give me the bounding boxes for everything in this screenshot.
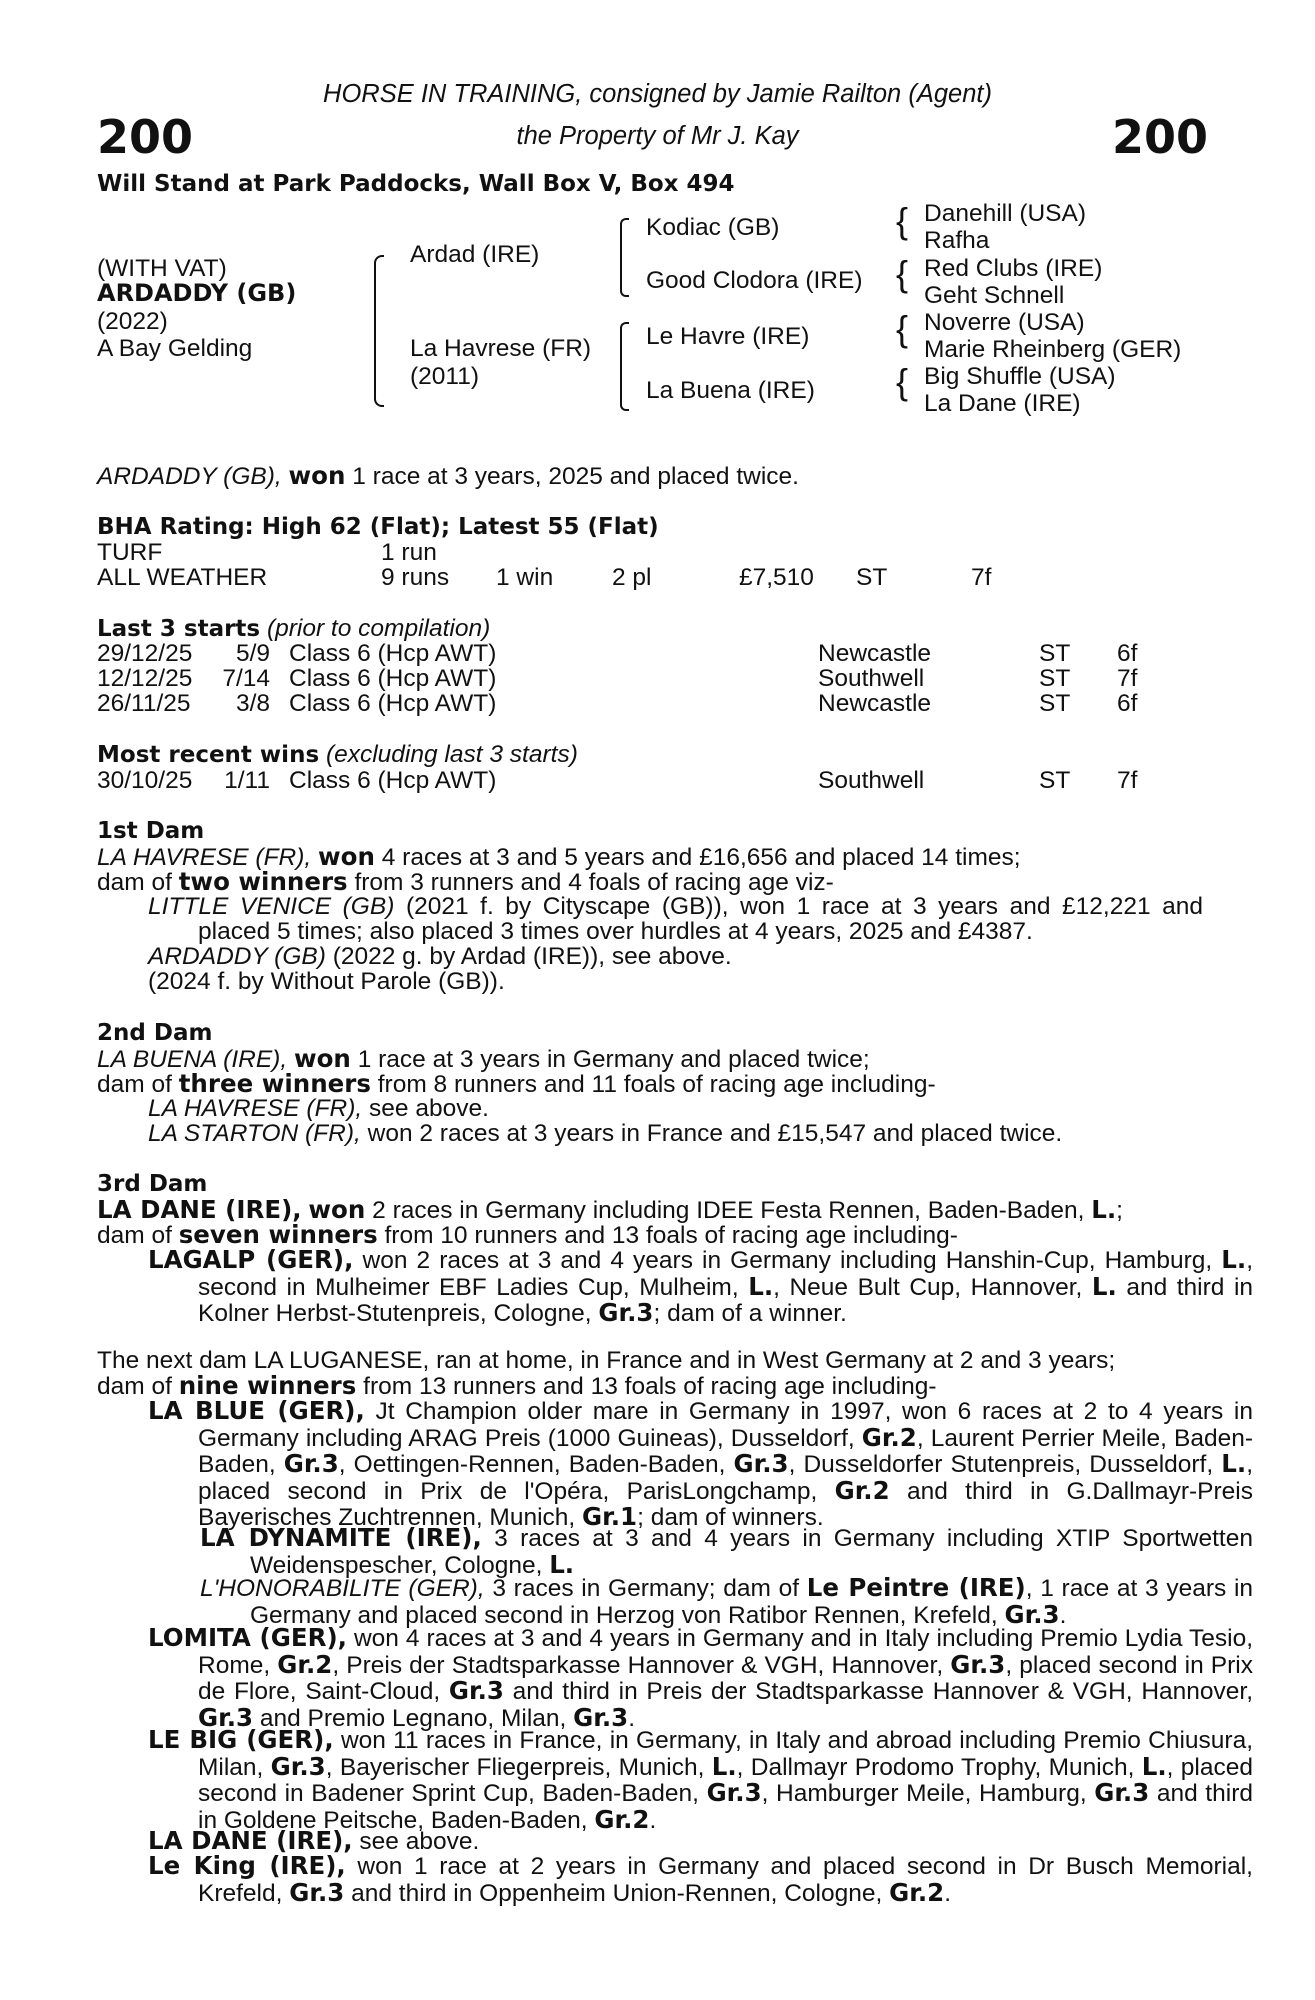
group-badge: Gr.2 xyxy=(889,1877,945,1907)
dam1-line2 xyxy=(97,869,834,896)
dam2-line3 xyxy=(148,1096,489,1122)
dam2-winners: three winners xyxy=(178,1069,371,1098)
lagalp-text: won 2 races at 3 and 4 years in Germany including Hanshin-Cup, Hamburg, xyxy=(362,1247,1213,1274)
la-dynamite-name: LA DYNAMITE (IRE), xyxy=(200,1523,482,1552)
summary-text: 1 race at 3 years, 2025 and placed twice. xyxy=(352,463,799,490)
dam1-line5 xyxy=(148,944,732,970)
vat-note: (WITH VAT) xyxy=(97,255,227,282)
le-big-entry xyxy=(148,1727,1253,1833)
little-venice-record: (2021 f. by Cityscape (GB)), won 1 race at 3 years and £12,221 and xyxy=(405,893,1203,920)
recent-wins-heading xyxy=(97,742,578,769)
lagalp-text: , Neue Bult Cup, Hannover, xyxy=(773,1273,1083,1301)
dam2-line2 xyxy=(97,1071,936,1098)
little-venice-name: LITTLE VENICE (GB) xyxy=(148,893,395,920)
lhonorabilite-text: , 1 race at 3 years in Germany and placed second in Herzog von Ratibor Rennen, Krefeld, xyxy=(250,1575,1254,1629)
la-blue-text: , Laurent Perrier Meile, Baden-Baden, xyxy=(198,1424,1253,1478)
start-class: Class 6 (Hcp AWT) xyxy=(289,690,497,717)
lomita-text: and Premio Legnano, Milan, xyxy=(259,1704,567,1732)
dam-parents-brace xyxy=(620,322,629,411)
start-position: 5/9 xyxy=(235,640,270,667)
le-king-text: won 1 race at 2 years in Germany and placed second in Dr Busch Memorial, Krefeld, xyxy=(198,1853,1253,1907)
le-king-name: Le King (IRE), xyxy=(148,1851,346,1880)
listed-badge: L. xyxy=(1091,1195,1117,1224)
dam3-record: 2 races in Germany including IDEE Festa Rennen, Baden-Baden, xyxy=(372,1197,1085,1224)
listed-badge: L. xyxy=(748,1271,774,1301)
start-date: 29/12/25 xyxy=(97,640,193,667)
horse-description: A Bay Gelding xyxy=(97,335,253,362)
aw-wins: 1 win xyxy=(496,564,554,591)
le-big-text: won 11 races in France, in Germany, in Italy and abroad including Premio Chiusura, Milan, xyxy=(198,1727,1254,1781)
last-starts-heading xyxy=(97,616,490,643)
la-blue-text: Jt Champion older mare in Germany in 1997, won 6 races at 2 to 4 years in Germany including ARAG Preis (1000 Guineas), Dusseldorf, xyxy=(198,1398,1253,1452)
la-dynamite-entry xyxy=(200,1525,1253,1578)
brace-icon: { xyxy=(896,361,909,402)
last-starts-title: Last 3 starts xyxy=(97,616,261,642)
aw-runs: 9 runs xyxy=(381,564,450,591)
dam3-title: 3rd Dam xyxy=(97,1171,208,1197)
group-badge: Gr.3 xyxy=(1004,1599,1060,1629)
pedigree-g8: La Dane (IRE) xyxy=(924,390,1081,417)
pedigree-dam-sire: Le Havre (IRE) xyxy=(646,323,810,350)
brace-icon: { xyxy=(896,200,909,241)
summary-horse-name: ARDADDY (GB), xyxy=(97,463,282,490)
le-king-text: . xyxy=(944,1879,951,1907)
pedigree-g1: Danehill (USA) xyxy=(924,200,1087,227)
la-dane-name: LA DANE (IRE), xyxy=(148,1826,353,1855)
la-blue-text: , Oettingen-Rennen, Baden-Baden, xyxy=(338,1451,726,1478)
start-surface: ST xyxy=(1039,690,1071,717)
horse-name: ARDADDY (GB) xyxy=(97,279,297,307)
lhonorabilite-text: . xyxy=(1059,1601,1067,1629)
lomita-text: . xyxy=(628,1704,636,1732)
dam2-runners: from 8 runners and 11 foals of racing age including- xyxy=(377,1071,936,1098)
group-badge: Gr.2 xyxy=(277,1649,333,1679)
lagalp-text: ; dam of a winner. xyxy=(653,1300,847,1327)
dam2-won: won xyxy=(293,1044,351,1073)
listed-badge: L. xyxy=(1221,1449,1247,1478)
dam1-won: won xyxy=(318,842,375,871)
la-starton-record: won 2 races at 3 years in France and £15,547 and placed twice. xyxy=(367,1120,1063,1147)
dam2-line4 xyxy=(148,1121,1062,1147)
sire-parents-brace xyxy=(620,218,629,297)
le-big-text: , Bayerischer Fliegerpreis, Munich, xyxy=(325,1753,705,1781)
recent-wins-title: Most recent wins xyxy=(97,742,320,768)
pedigree-g6: Marie Rheinberg (GER) xyxy=(924,336,1182,363)
start-course: Newcastle xyxy=(818,690,932,717)
lomita-text: and third in Preis der Stadtsparkasse Hannover & VGH, Hannover, xyxy=(512,1678,1254,1705)
la-starton-name: LA STARTON (FR), xyxy=(148,1120,361,1147)
le-big-text: , Dallmayr Prodomo Trophy, Munich, xyxy=(736,1753,1135,1781)
le-peintre-name: Le Peintre (IRE) xyxy=(806,1573,1026,1602)
group-badge: Gr.2 xyxy=(834,1475,890,1505)
next-dam-dam-of: dam of xyxy=(97,1373,172,1400)
pedigree-g7: Big Shuffle (USA) xyxy=(924,363,1116,390)
summary-won: won xyxy=(288,461,346,490)
stand-location: Will Stand at Park Paddocks, Wall Box V, Box 494 xyxy=(97,171,735,197)
next-dam-winners: nine winners xyxy=(178,1371,357,1400)
win-date: 30/10/25 xyxy=(97,767,193,794)
lomita-text: , Preis der Stadtsparkasse Hannover & VGH, Hannover, xyxy=(332,1651,944,1679)
la-blue-text: , Dusseldorfer Stutenpreis, Dusseldorf, xyxy=(788,1451,1214,1478)
dam3-name: LA DANE (IRE), xyxy=(97,1195,302,1224)
pedigree-sire-sire: Kodiac (GB) xyxy=(646,214,780,241)
pedigree-dam-year: (2011) xyxy=(410,363,480,390)
owner-line: the Property of Mr J. Kay xyxy=(516,122,799,150)
ardaddy-record: (2022 g. by Ardad (IRE)), see above. xyxy=(332,943,732,970)
horse-year: (2022) xyxy=(97,308,168,335)
win-course: Southwell xyxy=(818,767,925,794)
group-badge: Gr.3 xyxy=(573,1702,629,1732)
lagalp-name: LAGALP (GER), xyxy=(148,1245,354,1274)
start-surface: ST xyxy=(1039,665,1071,692)
dam1-title: 1st Dam xyxy=(97,818,205,844)
le-big-text: , Hamburger Meile, Hamburg, xyxy=(761,1780,1087,1807)
dam3-dam-of: dam of xyxy=(97,1222,172,1249)
next-dam-runners: from 13 runners and 13 foals of racing age including- xyxy=(363,1373,937,1400)
pedigree-g3: Red Clubs (IRE) xyxy=(924,255,1103,282)
la-dane-text: see above. xyxy=(359,1828,480,1855)
lomita-name: LOMITA (GER), xyxy=(148,1623,347,1652)
le-king-text: and third in Oppenheim Union-Rennen, Cologne, xyxy=(351,1879,883,1907)
sire-brace-bottom xyxy=(374,330,384,407)
dam2-name: LA BUENA (IRE), xyxy=(97,1046,288,1073)
listed-badge: L. xyxy=(711,1751,737,1781)
group-badge: Gr.2 xyxy=(594,1804,650,1834)
start-position: 7/14 xyxy=(222,665,270,692)
aw-distance: 7f xyxy=(971,564,992,591)
dam1-winners: two winners xyxy=(178,867,348,896)
pedigree-dam-dam: La Buena (IRE) xyxy=(646,377,815,404)
start-distance: 6f xyxy=(1117,690,1138,717)
dam1-name: LA HAVRESE (FR), xyxy=(97,844,312,871)
group-badge: Gr.1 xyxy=(582,1502,638,1531)
start-distance: 6f xyxy=(1117,640,1138,667)
recent-wins-note: (excluding last 3 starts) xyxy=(325,741,578,768)
le-king-entry xyxy=(148,1853,1253,1906)
lomita-text: won 4 races at 3 and 4 years in Germany and in Italy including Premio Lydia Tesio, Rome, xyxy=(198,1625,1254,1679)
sire-brace-top xyxy=(374,255,384,332)
dam2-dam-of: dam of xyxy=(97,1071,172,1098)
listed-badge: L. xyxy=(1091,1271,1117,1301)
la-blue-entry xyxy=(148,1398,1253,1531)
brace-icon: { xyxy=(896,308,909,349)
dam1-runners: from 3 runners and 4 foals of racing age viz- xyxy=(354,869,834,896)
consignor-line: HORSE IN TRAINING, consigned by Jamie Railton (Agent) xyxy=(323,80,992,108)
la-dynamite-text: 3 races at 3 and 4 years in Germany including XTIP Sportwetten Weidenspescher, Cologne, xyxy=(250,1525,1253,1579)
dam2-record: 1 race at 3 years in Germany and placed twice; xyxy=(357,1046,870,1073)
lhonorabilite-text: 3 races in Germany; dam of xyxy=(492,1575,800,1602)
aw-prize: £7,510 xyxy=(739,564,814,591)
le-big-text: . xyxy=(649,1806,657,1834)
dam1-dam-of: dam of xyxy=(97,869,172,896)
le-big-text: , placed second in Badener Sprint Cup, Baden-Baden, xyxy=(198,1753,1253,1807)
bha-rating: BHA Rating: High 62 (Flat); Latest 55 (Flat) xyxy=(97,514,659,540)
dam2-title: 2nd Dam xyxy=(97,1020,213,1046)
group-badge: Gr.3 xyxy=(1094,1778,1150,1807)
start-class: Class 6 (Hcp AWT) xyxy=(289,665,497,692)
aw-label: ALL WEATHER xyxy=(97,564,268,591)
win-class: Class 6 (Hcp AWT) xyxy=(289,767,497,794)
ardaddy-name: ARDADDY (GB) xyxy=(148,943,326,970)
dam1-line4: placed 5 times; also placed 3 times over hurdles at 4 years, 2025 and £4387. xyxy=(198,918,1033,945)
lhonorabilite-entry xyxy=(200,1575,1253,1628)
lot-number-left: 200 xyxy=(97,110,194,164)
race-summary xyxy=(97,463,799,490)
start-course: Southwell xyxy=(818,665,925,692)
next-dam-line1: The next dam LA LUGANESE, ran at home, in France and in West Germany at 2 and 3 years; xyxy=(97,1347,1116,1374)
la-havrese-note: see above. xyxy=(369,1095,489,1122)
la-blue-text: and third in G.Dallmayr-Preis Bayerisches Zuchtrennen, Munich, xyxy=(198,1477,1253,1531)
group-badge: Gr.3 xyxy=(950,1649,1006,1679)
la-blue-text: ; dam of winners. xyxy=(637,1504,824,1531)
group-badge: Gr.3 xyxy=(198,1702,254,1732)
la-havrese-name: LA HAVRESE (FR), xyxy=(148,1095,363,1122)
pedigree-g2: Rafha xyxy=(924,227,990,254)
listed-badge: L. xyxy=(549,1549,575,1579)
pedigree-sire-dam: Good Clodora (IRE) xyxy=(646,267,863,294)
turf-label: TURF xyxy=(97,539,163,566)
group-badge: Gr.3 xyxy=(289,1877,345,1907)
la-blue-name: LA BLUE (GER), xyxy=(148,1396,365,1425)
win-distance: 7f xyxy=(1117,767,1138,794)
group-badge: Gr.3 xyxy=(598,1298,654,1327)
lot-number-right: 200 xyxy=(1112,110,1209,164)
le-big-name: LE BIG (GER), xyxy=(148,1725,334,1754)
lomita-entry xyxy=(148,1625,1253,1731)
pedigree-g4: Geht Schnell xyxy=(924,282,1065,309)
start-course: Newcastle xyxy=(818,640,932,667)
pedigree-sire: Ardad (IRE) xyxy=(410,241,540,268)
group-badge: Gr.3 xyxy=(283,1449,339,1478)
la-blue-text: , placed second in Prix de l'Opéra, ParisLongchamp, xyxy=(198,1451,1253,1505)
start-position: 3/8 xyxy=(235,690,270,717)
start-class: Class 6 (Hcp AWT) xyxy=(289,640,497,667)
start-distance: 7f xyxy=(1117,665,1138,692)
pedigree-dam: La Havrese (FR) xyxy=(410,335,592,362)
group-badge: Gr.3 xyxy=(706,1778,762,1807)
group-badge: Gr.2 xyxy=(861,1422,917,1452)
lagalp-text: , second in Mulheimer EBF Ladies Cup, Mulheim, xyxy=(198,1247,1253,1301)
win-position: 1/11 xyxy=(224,767,270,794)
last-starts-note: (prior to compilation) xyxy=(266,615,491,642)
brace-icon: { xyxy=(896,253,909,294)
listed-badge: L. xyxy=(1141,1751,1167,1781)
lagalp-text: and third in Kolner Herbst-Stutenpreis, Cologne, xyxy=(198,1273,1254,1327)
pedigree-g5: Noverre (USA) xyxy=(924,309,1085,336)
dam1-line6: (2024 f. by Without Parole (GB)). xyxy=(148,968,505,995)
aw-surface: ST xyxy=(856,564,888,591)
le-big-text: and third in Goldene Peitsche, Baden-Baden, xyxy=(198,1780,1253,1834)
dam3-line1-end: ; xyxy=(1116,1197,1123,1224)
dam1-line3 xyxy=(148,894,1203,920)
dam1-record: 4 races at 3 and 5 years and £16,656 and placed 14 times; xyxy=(381,844,1021,871)
start-date: 12/12/25 xyxy=(97,665,193,692)
turf-runs: 1 run xyxy=(381,539,437,566)
group-badge: Gr.3 xyxy=(270,1751,326,1781)
dam3-winners: seven winners xyxy=(178,1220,378,1249)
lhonorabilite-name: L'HONORABILITE (GER), xyxy=(200,1575,485,1602)
win-surface: ST xyxy=(1039,767,1071,794)
start-surface: ST xyxy=(1039,640,1071,667)
lomita-text: , placed second in Prix de Flore, Saint-Cloud, xyxy=(198,1651,1253,1705)
dam3-won: won xyxy=(308,1195,366,1224)
dam3-runners: from 10 runners and 13 foals of racing age including- xyxy=(384,1222,958,1249)
group-badge: Gr.3 xyxy=(448,1676,504,1705)
listed-badge: L. xyxy=(1221,1245,1247,1274)
lagalp-entry xyxy=(148,1247,1253,1327)
group-badge: Gr.3 xyxy=(733,1449,789,1478)
aw-placed: 2 pl xyxy=(612,564,652,591)
start-date: 26/11/25 xyxy=(97,690,191,717)
